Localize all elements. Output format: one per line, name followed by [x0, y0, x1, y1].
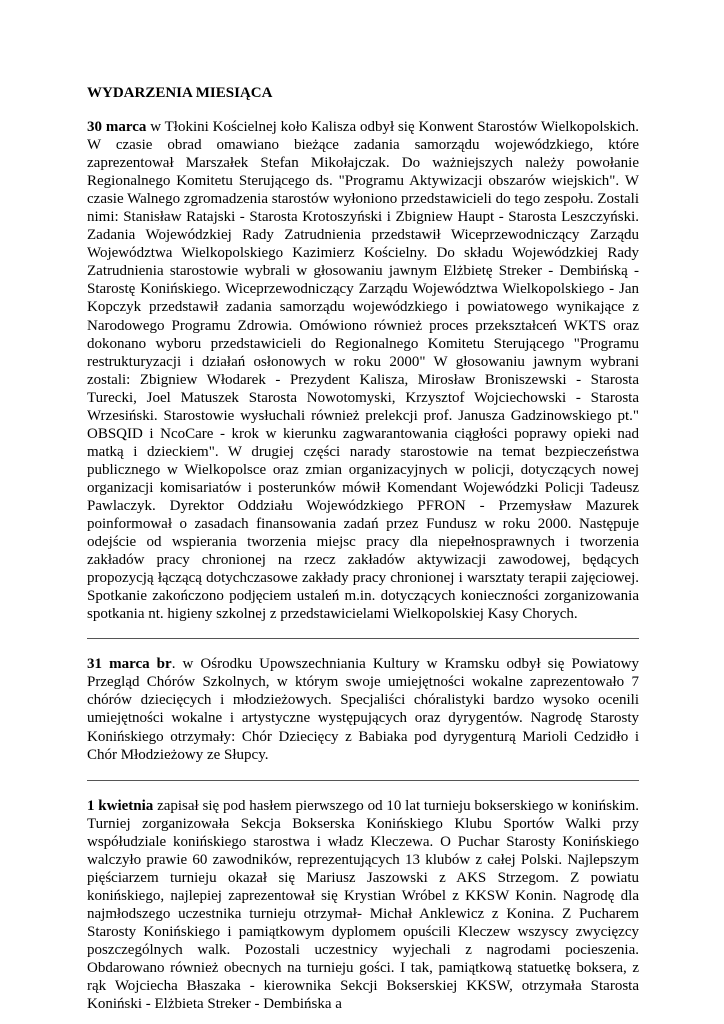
- event-text: zapisał się pod hasłem pierwszego od 10 lat turnieju bokserskiego w konińskim. Turniej zorganizowała Sekcja Bokserska Konińskiego Klubu Sportów Walki przy współudziale konińskiego starostwa i władz Kleczewa. O Puchar Starosty Konińskiego walczyło prawie 60 zawodników, reprezentujących 13 klubów z całej Polski. Najlepszym pięściarzem turnieju okazał się Mariusz Jaszowski z AKS Strzegom. Z powiatu konińskiego, najlepiej zaprezentował się Krystian Wróbel z KKSW Konin. Nagrodę dla najmłodszego uczestnika turnieju otrzymał- Michał Anklewicz z Konina. Z Pucharem Starosty Konińskiego i pamiątkowym dyplomem opuścili Kleczew wszyscy zwycięzcy poszczególnych walk. Pozostali uczestnicy wyjechali z nagrodami pocieszenia. Obdarowano również obecnych na turnieju gości. I tak, pamiątkową statuetkę boksera, z rąk Wojciecha Błaszaka - kierownika Sekcji Bokserskiej KKSW, otrzymała Starosta Koniński - Elżbieta Streker - Dembińska a: [87, 797, 639, 1013]
- event-text: . w Ośrodku Upowszechniania Kultury w Kramsku odbył się Powiatowy Przegląd Chórów Szkolnych, w którym swoje umiejętności wokalne zaprezentowało 7 chórów dziecięcych i młodzieżowych. Specjaliści chóralistyki bardzo wysoko ocenili umiejętności wokalne i artystyczne występujących oraz dyrygentów. Nagrodę Starosty Konińskiego otrzymały: Chór Dziecięcy z Babiaka pod dyrygenturą Marioli Cedzidło i Chór Młodzieżowy ze Słupcy.: [87, 656, 639, 763]
- section-divider: [87, 638, 639, 639]
- page-heading: WYDARZENIA MIESIĄCA: [87, 85, 273, 101]
- event-entry: [87, 118, 639, 623]
- event-entry: [87, 655, 639, 763]
- event-date: 1 kwietnia: [87, 797, 154, 814]
- event-date: 31 marca br: [87, 656, 172, 673]
- section-divider: [87, 780, 639, 781]
- event-text: w Tłokini Kościelnej koło Kalisza odbył się Konwent Starostów Wielkopolskich. W czasie obrad omawiano bieżące zadania samorządu wojewódzkiego, które zaprezentował Marszałek Stefan Mikołajczak. Do ważniejszych należy powołanie Regionalnego Komitetu Sterującego ds. "Programu Aktywizacji obszarów wiejskich". W czasie Walnego zgromadzenia starostów wyłoniono przedstawicieli do tego zespołu. Zostali nimi: Stanisław Ratajski - Starosta Krotoszyński i Zbigniew Haupt - Starosta Leszczyński. Zadania Wojewódzkiej Rady Zatrudnienia przedstawił Wiceprzewodniczący Zarządu Województwa Wielkopolskiego Kazimierz Kościelny. Do składu Wojewódzkiej Rady Zatrudnienia starostowie wybrali w głosowaniu jawnym Elżbietę Streker - Dembińską - Starostę Konińskiego. Wiceprzewodniczący Zarządu Województwa Wielkopolskiego - Jan Kopczyk przedstawił zadania samorządu wojewódzkiego i powiatowego wynikające z Narodowego Programu Zdrowia. Omówiono również proces przekształceń WKTS oraz dokonano wyboru przedstawicieli do Regionalnego Komitetu Sterującego "Programu restrukturyzacji i działań osłonowych w roku 2000" W głosowaniu jawnym wybrani zostali: Zbigniew Włodarek - Prezydent Kalisza, Mirosław Broniszewski - Starosta Turecki, Joel Matuszek Starosta Nowotomyski, Krzysztof Wojciechowski - Starosta Wrzesiński. Starostowie wysłuchali również prelekcji prof. Janusza Gadzinowskiego pt." OBSQID i NcoCare - krok w kierunku zagwarantowania ciągłości poprawy opieki nad matką i dzieckiem". W drugiej części narady starostowie na temat bezpieczeństwa publicznego w Wielkopolsce oraz zmian organizacyjnych w policji, dotyczących nowej organizacji komisariatów i posterunków mówił Komendant Wojewódzki Policji Tadeusz Pawlaczyk. Dyrektor Oddziału Wojewódzkiego PFRON - Przemysław Mazurek poinformował o zasadach finansowania zadań przez Fundusz w roku 2000. Następuje odejście od wspierania tworzenia miejsc pracy dla niepełnosprawnych i tworzenia zakładów pracy chronionej na rzecz zakładów aktywizacji zawodowej, będących propozycją łączącą dotychczasowe zakłady pracy chronionej i warsztaty terapii zajęciowej. Spotkanie zakończono podjęciem ustaleń m.in. dotyczących konieczności zorganizowania spotkania nt. higieny szkolnej z przedstawicielami Wielkopolskiej Kasy Chorych.: [87, 119, 639, 623]
- event-entry: [87, 797, 639, 1014]
- event-date: 30 marca: [87, 119, 147, 135]
- document-page: [87, 84, 639, 1013]
